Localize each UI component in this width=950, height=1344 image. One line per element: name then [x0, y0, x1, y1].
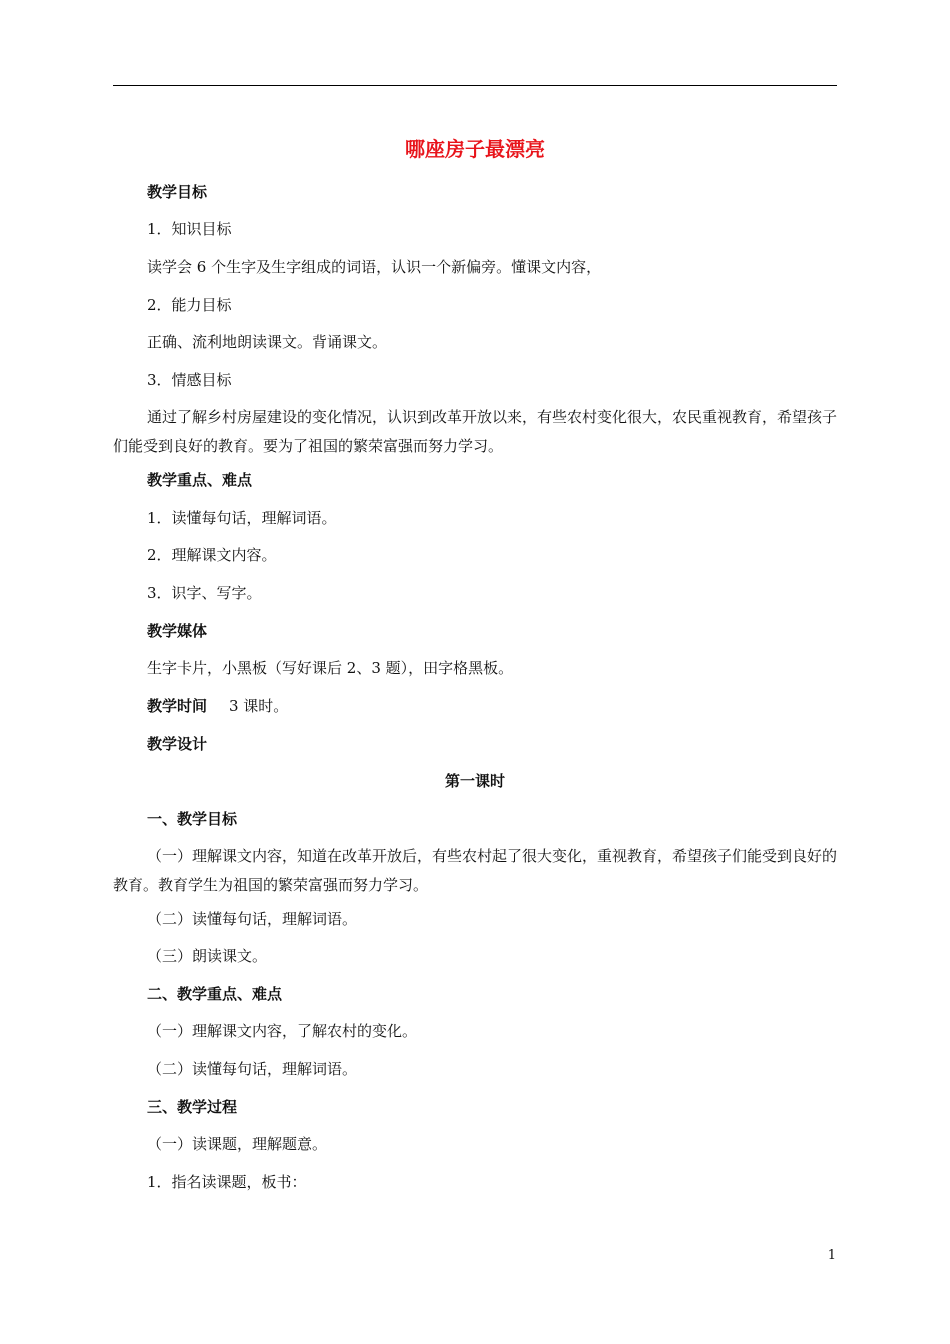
media-heading: 教学媒体 — [147, 622, 208, 640]
goal3-heading: 3．情感目标 — [147, 371, 232, 389]
goal3-text: 通过了解乡村房屋建设的变化情况，认识到改革开放以来，有些农村变化很大，农民重视教育，希望孩子们能受到良好的教育。要为了祖国的繁荣富强而努力学习。 — [113, 408, 838, 455]
media-text: 生字卡片，小黑板（写好课后 2、3 题），田字格黑板。 — [147, 659, 514, 677]
lesson1-heading: 第一课时 — [444, 772, 505, 790]
goal1-text: 读学会 6 个生字及生字组成的词语，认识一个新偏旁。懂课文内容， — [147, 258, 602, 276]
document-title: 哪座房子最漂亮 — [405, 137, 545, 161]
key-item-1: 1．读懂每句话，理解词语。 — [147, 509, 337, 527]
goal2-text: 正确、流利地朗读课文。背诵课文。 — [147, 333, 388, 351]
part2-heading: 二、教学重点、难点 — [147, 985, 283, 1003]
part3-item-2: 1．指名读课题，板书： — [147, 1173, 307, 1191]
part3-heading: 三、教学过程 — [147, 1098, 238, 1116]
header-rule — [113, 85, 837, 86]
part3-item-1: （一）读课题，理解题意。 — [147, 1135, 328, 1153]
goal1-heading: 1．知识目标 — [147, 220, 232, 238]
goal2-heading: 2．能力目标 — [147, 296, 232, 314]
key-item-3: 3．识字、写字。 — [147, 584, 262, 602]
key-item-2: 2．理解课文内容。 — [147, 546, 277, 564]
key-heading: 教学重点、难点 — [147, 471, 253, 489]
part1-item-3: （三）朗读课文。 — [147, 947, 268, 965]
part1-item-2: （二）读懂每句话，理解词语。 — [147, 910, 358, 928]
time-text: 3 课时。 — [229, 697, 289, 715]
part1-item-1: （一）理解课文内容，知道在改革开放后，有些农村起了很大变化，重视教育，希望孩子们能受到良好的教育。教育学生为祖国的繁荣富强而努力学习。 — [113, 847, 838, 894]
part2-item-1: （一）理解课文内容，了解农村的变化。 — [147, 1022, 418, 1040]
time-heading: 教学时间 — [147, 697, 208, 715]
part1-heading: 一、教学目标 — [147, 810, 238, 828]
page-number: 1 — [827, 1248, 836, 1263]
design-heading: 教学设计 — [147, 735, 208, 753]
goals-heading: 教学目标 — [147, 183, 208, 201]
part2-item-2: （二）读懂每句话，理解词语。 — [147, 1060, 358, 1078]
